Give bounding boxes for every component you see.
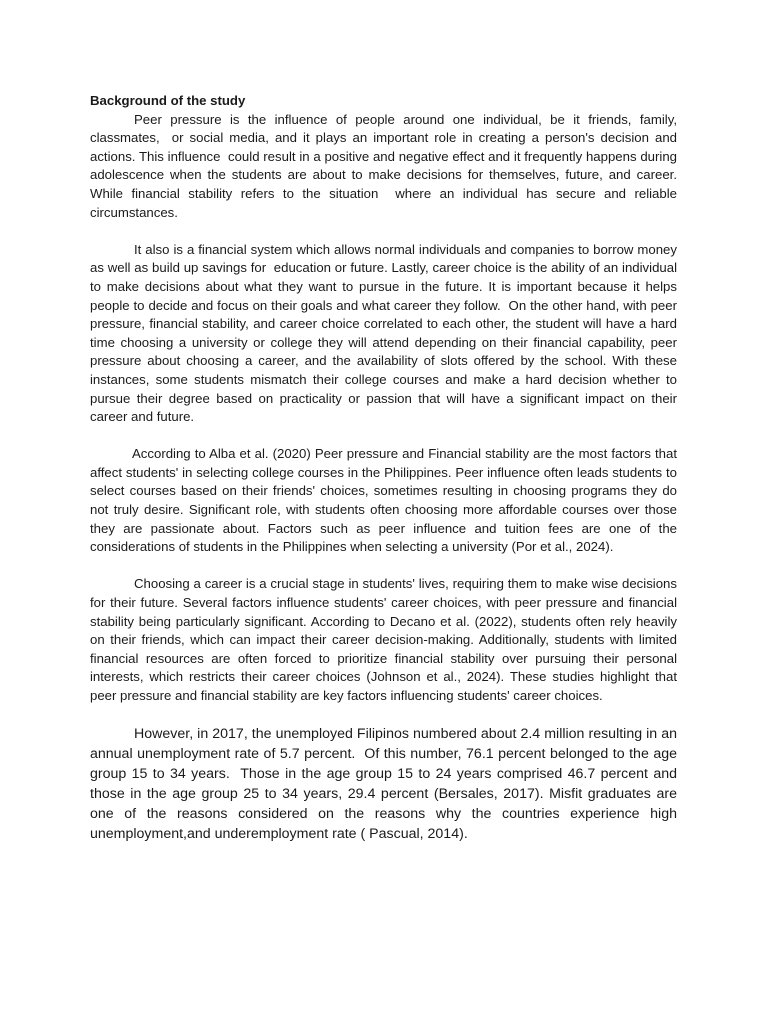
paragraph-alba-study: According to Alba et al. (2020) Peer pressure and Financial stability are the most factors that affect students' in selecting college courses in the Philippines. Peer influence often leads students to select courses based on their friends' choices, sometimes resulting in choosing programs they do not truly desire. Significant role, with students often choosing more affordable courses over those they are passionate about. Factors such as peer influence and tuition fees are one of the considerations of students in the Philippines when selecting a university (Por et al., 2024).	[90, 446, 681, 555]
paragraph-peer-pressure: Peer pressure is the influence of people around one individual, be it friends, family, classmates, or social media, and it plays an important role in creating a person's decision and actions. This influence could result in a positive and negative effect and it frequently happens during adolescence when the students are about to make decisions for themselves, future, and career. While financial stability refers to the situation where an individual has secure and reliable circumstances.	[90, 111, 681, 220]
section-heading: Background of the study	[90, 93, 246, 108]
paragraph-unemployment: However, in 2017, the unemployed Filipinos numbered about 2.4 million resulting in an annual unemployment rate of 5.7 percent. Of this number, 76.1 percent belonged to the age group 15 to 34 years. Those in the age group 15 to 24 years comprised 46.7 percent and those in the age group 25 to 34 years, 29.4 percent (Bersales, 2017). Misfit graduates are one of the reasons considered on the reasons why the countries experience high unemployment,and underemployment rate ( Pascual, 2014).	[90, 726, 681, 843]
document-body	[90, 92, 681, 844]
paragraph-career-choice: Choosing a career is a crucial stage in students' lives, requiring them to make wise decisions for their future. Several factors influence students' career choices, with peer pressure and financial stability being particularly significant. According to Decano et al. (2022), students often rely heavily on their friends, which can impact their career decision-making. Additionally, students with limited financial resources are often forced to prioritize financial stability over pursuing their personal interests, which restricts their career choices (Johnson et al., 2024). These studies highlight that peer pressure and financial stability are key factors influencing students' career choices.	[90, 576, 681, 703]
paragraph-financial-system: It also is a financial system which allows normal individuals and companies to borrow money as well as build up savings for education or future. Lastly, career choice is the ability of an individual to make decisions about what they want to pursue in the future. It is important because it helps people to decide and focus on their goals and what career they follow. On the other hand, with peer pressure, financial stability, and career choice correlated to each other, the student will have a hard time choosing a university or college they will attend depending on their financial capability, peer pressure about choosing a career, and the availability of slots offered by the school. With these instances, some students mismatch their college courses and make a hard decision whether to pursue their degree based on practicality or passion that will have a significant impact on their career and future.	[90, 241, 681, 425]
